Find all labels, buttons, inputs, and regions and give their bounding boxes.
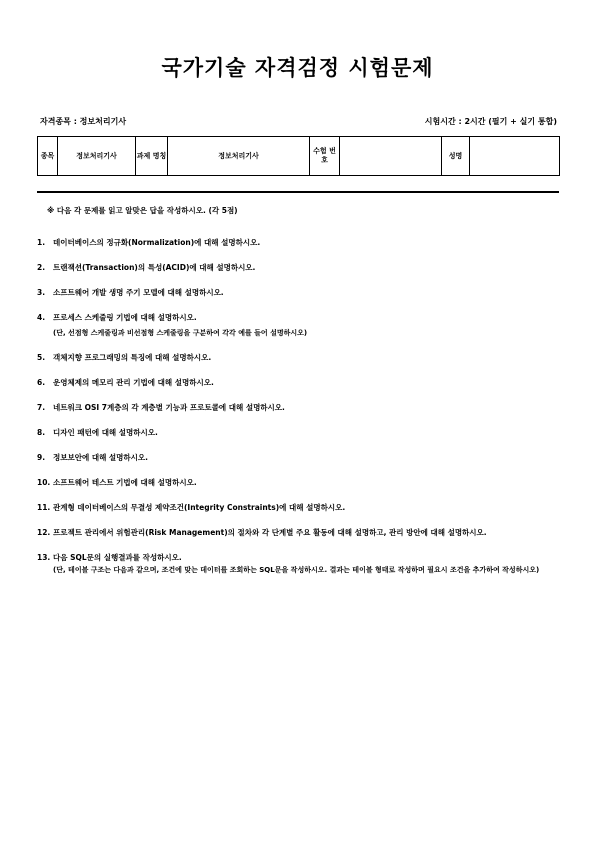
question-number: 11.	[37, 503, 51, 512]
question-item	[37, 502, 562, 514]
question-text: 관계형 데이터베이스의 무결성 제약조건(Integrity Constraints)에 대해 설명하시오.	[53, 503, 346, 512]
info-cell-label-name: 성명	[442, 137, 470, 176]
question-number: 12.	[37, 528, 51, 537]
question-number: 1.	[37, 238, 46, 247]
question-item	[37, 377, 562, 389]
info-cell-exam-number	[340, 137, 442, 176]
exam-info-table	[37, 136, 560, 176]
info-cell-task: 정보처리기사	[168, 137, 310, 176]
question-text: 다음 SQL문의 실행결과를 작성하시오.	[53, 553, 182, 562]
question-number: 4.	[37, 313, 46, 322]
question-number: 13.	[37, 553, 51, 562]
question-item	[37, 402, 562, 414]
question-item	[37, 352, 562, 364]
question-note: (단, 선점형 스케줄링과 비선점형 스케줄링을 구분하여 각각 예를 들어 설명하시오)	[53, 329, 308, 337]
question-text: 객체지향 프로그래밍의 특징에 대해 설명하시오.	[53, 353, 212, 362]
question-number: 6.	[37, 378, 46, 387]
question-item	[37, 237, 562, 249]
question-number: 2.	[37, 263, 46, 272]
question-item	[37, 427, 562, 439]
question-number: 10.	[37, 478, 51, 487]
question-item	[37, 452, 562, 464]
question-list	[37, 205, 562, 576]
question-item	[37, 527, 562, 539]
info-cell-label-exam-number: 수험 번호	[310, 137, 340, 176]
question-text: 운영체제의 메모리 관리 기법에 대해 설명하시오.	[53, 378, 214, 387]
question-text: 데이터베이스의 정규화(Normalization)에 대해 설명하시오.	[53, 238, 261, 247]
question-item	[37, 312, 562, 324]
question-item	[37, 262, 562, 274]
question-number: 8.	[37, 428, 46, 437]
info-cell-label-subject: 종목	[38, 137, 58, 176]
info-cell-name	[470, 137, 560, 176]
info-cell-label-task: 과제 명칭	[136, 137, 168, 176]
exam-time-meta: 시험시간 : 2시간 (필기 + 실기 통합)	[424, 117, 557, 126]
info-cell-subject: 정보처리기사	[58, 137, 136, 176]
question-number: 9.	[37, 453, 46, 462]
question-item	[37, 552, 562, 564]
question-text: 소프트웨어 테스트 기법에 대해 설명하시오.	[53, 478, 197, 487]
question-note: (단, 테이블 구조는 다음과 같으며, 조건에 맞는 데이터를 조회하는 SQL문을 작성하시오. 결과는 테이블 형태로 작성하며 필요시 조건을 추가하여 작성하시오)	[53, 566, 540, 574]
question-item	[37, 477, 562, 489]
question-text: 트랜잭션(Transaction)의 특성(ACID)에 대해 설명하시오.	[53, 263, 256, 272]
question-text: 네트워크 OSI 7계층의 각 계층별 기능과 프로토콜에 대해 설명하시오.	[53, 403, 285, 412]
question-number: 5.	[37, 353, 46, 362]
exam-subject-meta: 자격종목 : 정보처리기사	[40, 117, 127, 126]
question-text: 프로세스 스케줄링 기법에 대해 설명하시오.	[53, 313, 197, 322]
question-text: 디자인 패턴에 대해 설명하시오.	[53, 428, 158, 437]
question-text: 정보보안에 대해 설명하시오.	[53, 453, 149, 462]
question-item	[37, 287, 562, 299]
question-number: 7.	[37, 403, 46, 412]
question-number: 3.	[37, 288, 46, 297]
divider-rule	[37, 191, 559, 193]
question-text: 소프트웨어 개발 생명 주기 모델에 대해 설명하시오.	[53, 288, 224, 297]
instructions: ※ 다음 각 문제를 읽고 알맞은 답을 작성하시오. (각 5점)	[47, 206, 238, 215]
question-text: 프로젝트 관리에서 위험관리(Risk Management)의 절차와 각 단계별 주요 활동에 대해 설명하고, 관리 방안에 대해 설명하시오.	[53, 528, 487, 537]
page-title: 국가기술 자격검정 시험문제	[161, 55, 434, 80]
